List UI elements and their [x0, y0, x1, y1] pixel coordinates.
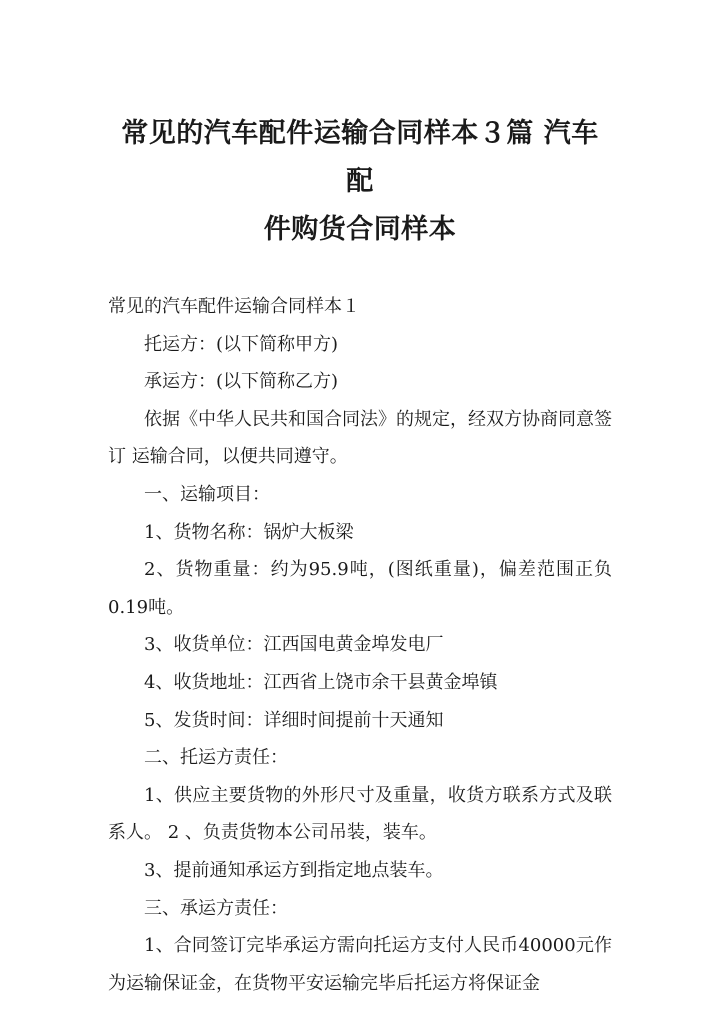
- clause-item: 3、提前通知承运方到指定地点装车。: [144, 859, 444, 881]
- clause-item: 1、合同签订完毕承运方需向托运方支付人民币40000元作为运输保证金，在货物平安运输完毕后托运方将保证金: [108, 935, 612, 994]
- clause-heading-2: 二、托运方责任：: [144, 747, 288, 769]
- clause-item: 4、收货地址：江西省上饶市余干县黄金埠镇: [144, 671, 498, 693]
- party-carrier: 承运方：(以下简称乙方): [144, 371, 339, 393]
- clause-item: 1、货物名称：锅炉大板梁: [144, 521, 354, 543]
- clause-heading-3: 三、承运方责任：: [144, 897, 288, 919]
- document-title: [108, 0, 612, 254]
- document-body: [108, 288, 612, 1002]
- title-line-2: 件购货合同样本: [263, 214, 457, 245]
- party-shipper: 托运方：(以下简称甲方): [144, 333, 339, 355]
- clause-item: 5、发货时间：详细时间提前十天通知: [144, 709, 444, 731]
- clause-item: 2、货物重量：约为95.9吨，(图纸重量)，偏差范围正负0.19吨。: [108, 559, 612, 618]
- section-heading: 常见的汽车配件运输合同样本１: [108, 296, 360, 317]
- title-line-1: 常见的汽车配件运输合同样本３篇 汽车配: [121, 118, 599, 197]
- clause-heading-1: 一、运输项目：: [144, 483, 270, 505]
- clause-item: 3、收货单位：江西国电黄金埠发电厂: [144, 634, 444, 656]
- clause-item: 1、供应主要货物的外形尺寸及重量，收货方联系方式及联系人。 2 、负责货物本公司吊装，装车。: [108, 784, 612, 844]
- preamble-paragraph: 依据《中华人民共和国合同法》的规定，经双方协商同意签订 运输合同，以便共同遵守。: [108, 408, 612, 468]
